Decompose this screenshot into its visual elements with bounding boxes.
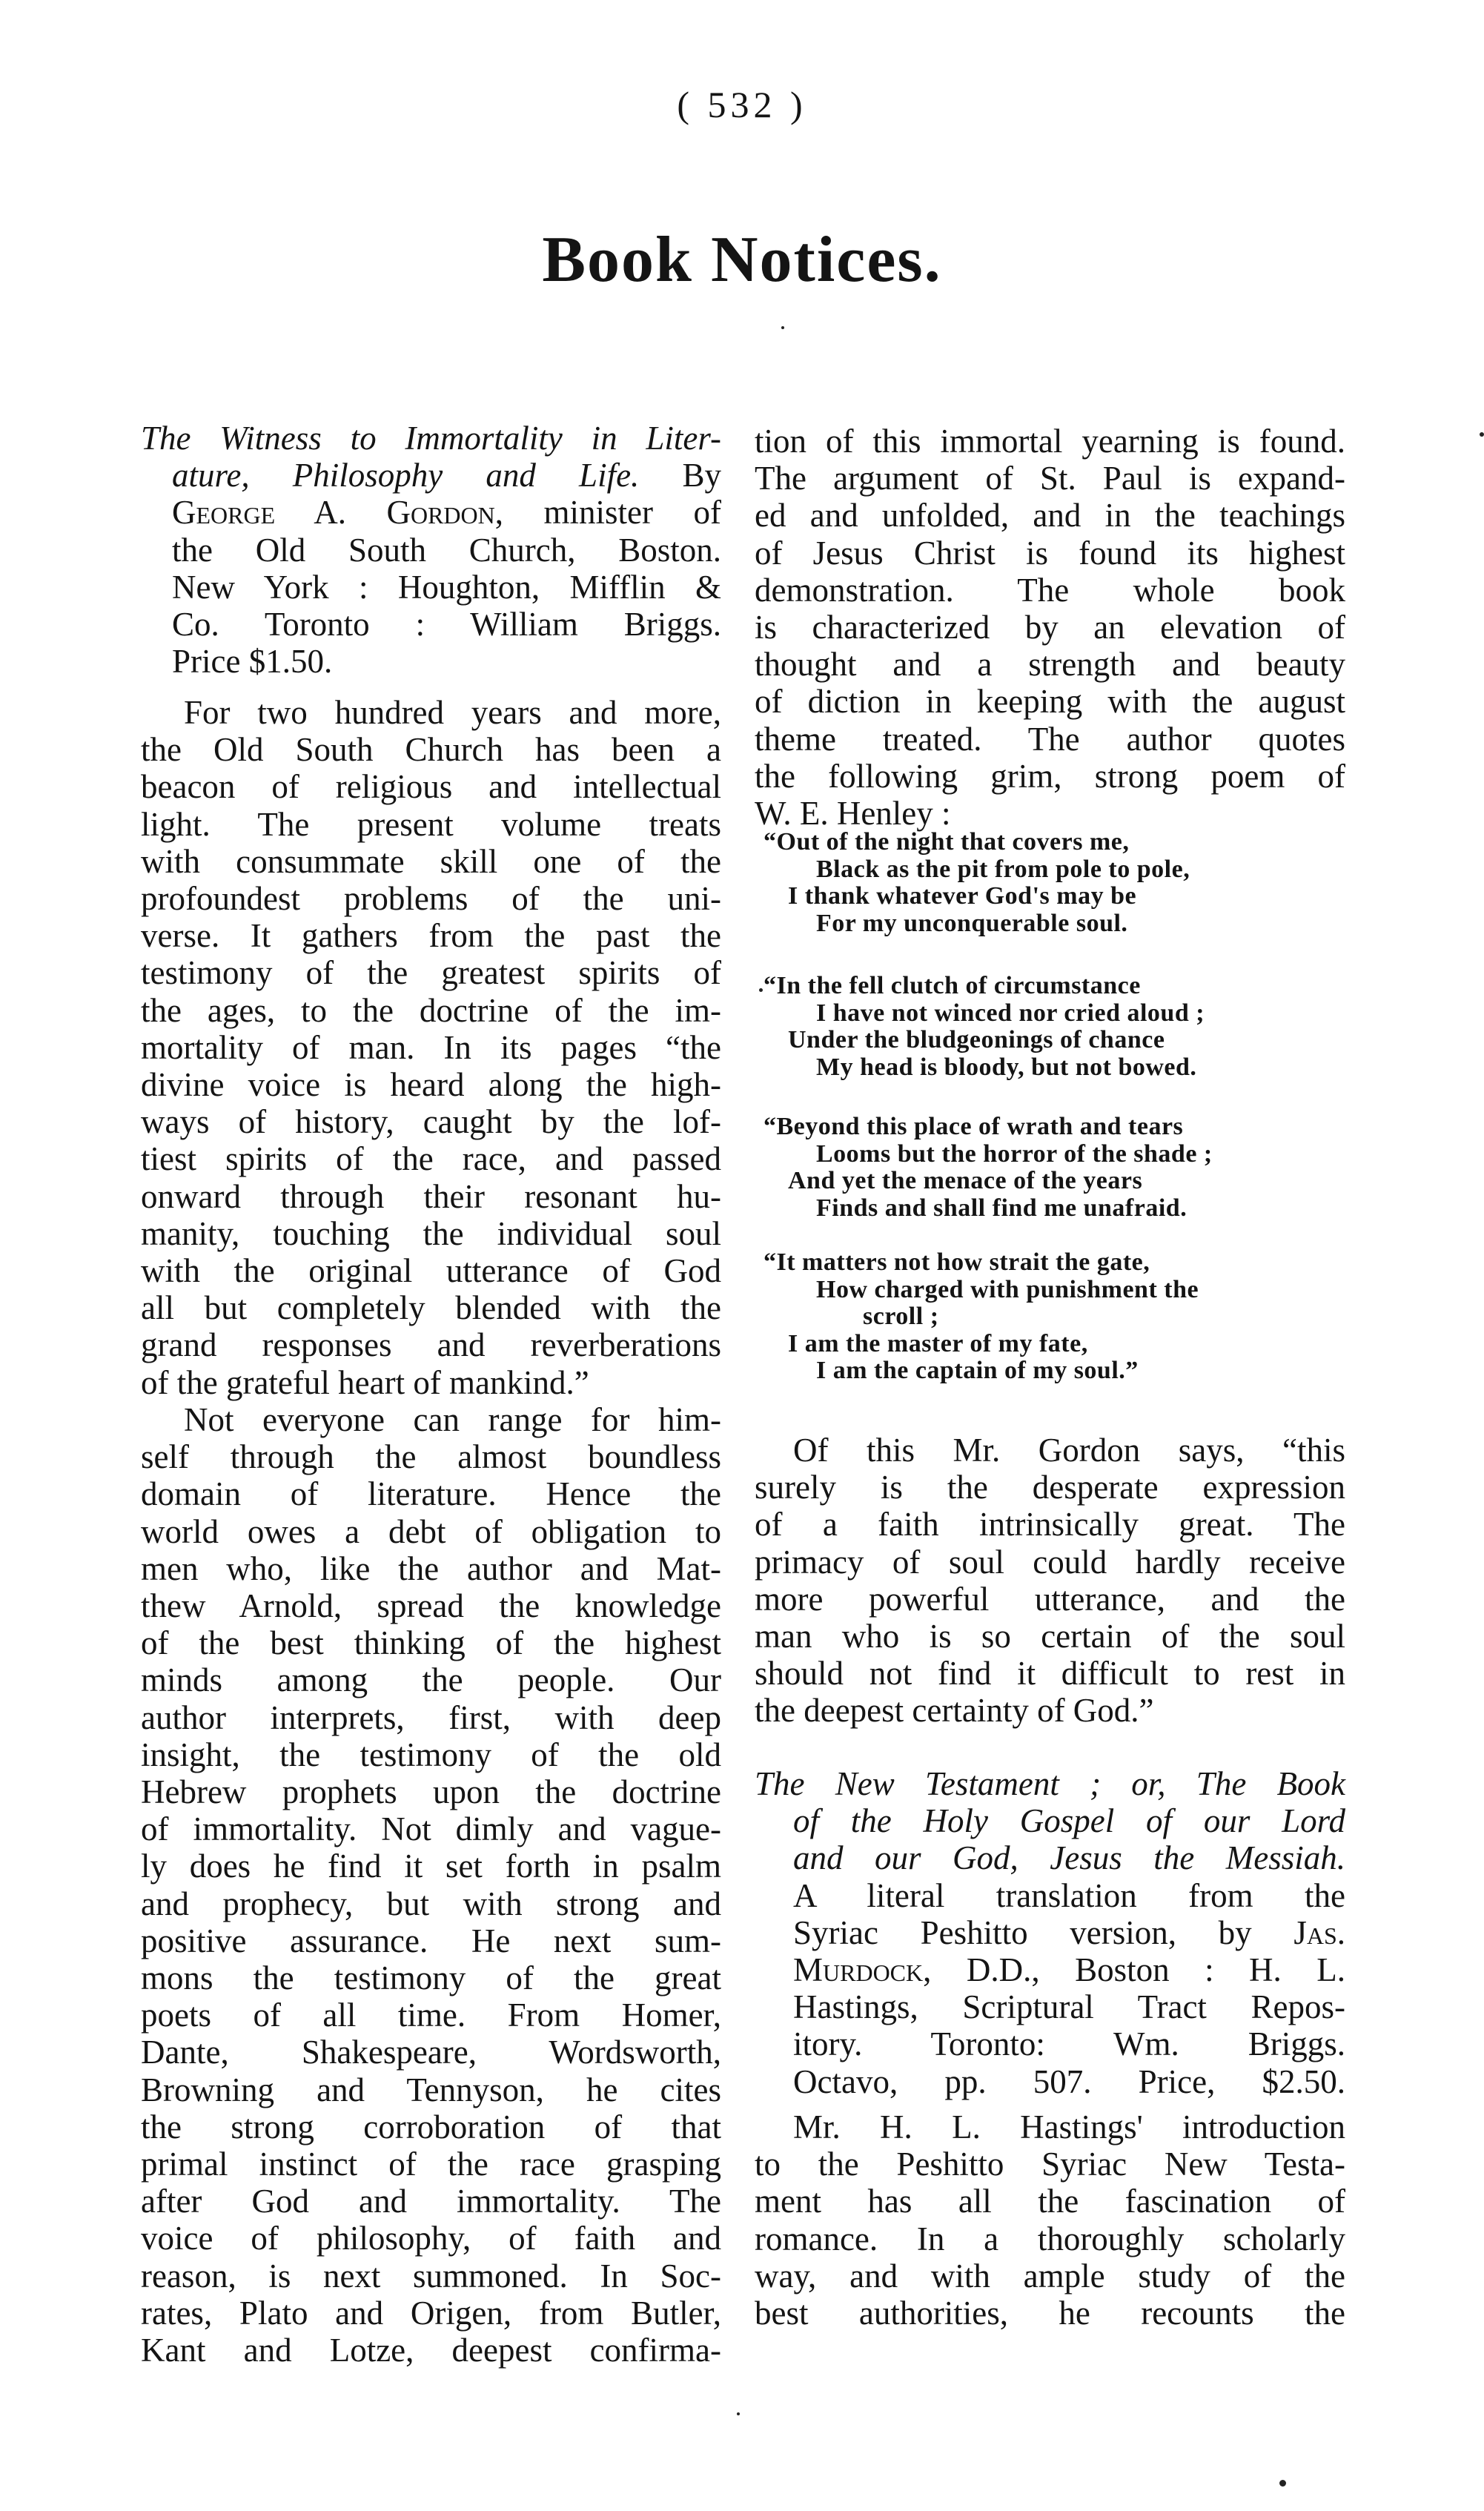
poem-line: “Beyond this place of wrath and tears <box>763 1113 1184 1140</box>
text-line: light. The present volume treats <box>141 805 721 843</box>
text-line: ly does he find it set forth in psalm <box>141 1847 721 1885</box>
text-line: the following grim, strong poem of <box>755 757 1345 795</box>
poem-stanza <box>763 1249 1357 1385</box>
author-name: Jas. <box>1293 1913 1345 1951</box>
review-paragraph <box>141 1401 721 2369</box>
poem-line: Looms but the horror of the shade ; <box>816 1139 1213 1168</box>
poem-line: How charged with punishment the <box>816 1275 1199 1303</box>
text-line: Of this Mr. Gordon says, “this <box>793 1432 1345 1469</box>
italic-title-text: ature, Philosophy and Life. <box>172 457 640 494</box>
text-line: Not everyone can range for him- <box>184 1401 721 1438</box>
text-line: Co. Toronto : William Briggs. <box>172 606 721 644</box>
text-line: primal instinct of the race grasping <box>141 2146 721 2183</box>
text-segment: , D.D., Boston : H. L. <box>923 1951 1345 1989</box>
text-line: itory. Toronto: Wm. Briggs. <box>793 2025 1345 2063</box>
text-line: and prophecy, but with strong and <box>141 1885 721 1922</box>
text-segment: By <box>639 457 721 494</box>
text-line: world owes a debt of obligation to <box>141 1512 721 1550</box>
text-line: the Old South Church has been a <box>141 731 721 769</box>
text-line: A literal translation from the <box>793 1876 1345 1914</box>
text-line: Price $1.50. <box>172 643 333 681</box>
print-speck <box>737 2412 740 2415</box>
poem-line: Under the bludgeonings of chance <box>788 1026 1165 1053</box>
text-line: the deepest certainty of God.” <box>755 1692 1154 1730</box>
poem-stanza <box>763 973 1357 1081</box>
text-line: divine voice is heard along the high- <box>141 1066 721 1104</box>
page-number: ( 532 ) <box>677 84 807 125</box>
text-line <box>755 1765 1345 1802</box>
text-line: self through the almost boundless <box>141 1438 721 1476</box>
text-line: For two hundred years and more, <box>184 694 721 731</box>
text-line: all but completely blended with the <box>141 1289 721 1327</box>
text-line: the Old South Church, Boston. <box>172 531 721 569</box>
text-line: of a faith intrinsically great. The <box>755 1506 1345 1544</box>
print-speck <box>1480 432 1484 437</box>
text-line: testimony of the greatest spirits of <box>141 954 721 992</box>
italic-title-text: and our God, Jesus the Messiah. <box>793 1839 1345 1877</box>
text-line: thew Arnold, spread the knowledge <box>141 1587 721 1625</box>
text-line: profoundest problems of the uni- <box>141 880 721 918</box>
review-paragraph <box>755 2108 1345 2332</box>
text-line: Hebrew prophets upon the doctrine <box>141 1773 721 1811</box>
text-line: poets of all time. From Homer, <box>141 1996 721 2034</box>
text-line: mortality of man. In its pages “the <box>141 1028 721 1066</box>
text-line: the strong corroboration of that <box>141 2108 721 2146</box>
text-line: man who is so certain of the soul <box>755 1618 1345 1655</box>
text-line: thought and a strength and beauty <box>755 646 1345 684</box>
book-citation-witness-to-immortality <box>141 420 721 680</box>
text-line <box>141 457 721 494</box>
text-line: surely is the desperate expression <box>755 1469 1345 1506</box>
text-line: The argument of St. Paul is expand- <box>755 460 1345 497</box>
poem-line: “In the fell clutch of circumstance <box>763 972 1141 999</box>
text-line: of the best thinking of the highest <box>141 1624 721 1662</box>
poem-line: And yet the menace of the years <box>788 1167 1143 1194</box>
poem-stanza <box>763 1114 1357 1222</box>
poem-line: “It matters not how strait the gate, <box>763 1248 1150 1276</box>
text-line: demonstration. The whole book <box>755 571 1345 609</box>
text-line: is characterized by an elevation of <box>755 609 1345 646</box>
text-segment: Syriac Peshitto version, by <box>793 1913 1294 1951</box>
text-line: after God and immortality. The <box>141 2183 721 2220</box>
italic-title-text: The New Testament ; or, The Book <box>755 1765 1345 1802</box>
text-line: positive assurance. He next sum- <box>141 1922 721 1959</box>
poem-line: I am the captain of my soul.” <box>816 1357 1139 1384</box>
poem-line: I thank whatever God's may be <box>788 882 1137 910</box>
text-line: should not find it difficult to rest in <box>755 1655 1345 1693</box>
text-line: with the original utterance of God <box>141 1252 721 1290</box>
author-name: Murdock <box>793 1951 924 1989</box>
text-line <box>755 1839 1345 1876</box>
text-line: mons the testimony of the great <box>141 1959 721 1997</box>
text-line: way, and with ample study of the <box>755 2257 1345 2295</box>
print-speck <box>781 326 784 329</box>
poem-line: Finds and shall find me unafraid. <box>816 1194 1187 1222</box>
text-line: of diction in keeping with the august <box>755 683 1345 721</box>
text-line: Kant and Lotze, deepest confirma- <box>141 2332 721 2369</box>
text-line: primacy of soul could hardly receive <box>755 1543 1345 1581</box>
review-paragraph <box>755 1432 1345 1730</box>
author-name: George A. Gordon <box>172 494 495 532</box>
poem-line: I have not winced nor cried aloud ; <box>816 999 1205 1027</box>
text-line: with consummate skill one of the <box>141 842 721 880</box>
poem-line: For my unconquerable soul. <box>816 909 1128 937</box>
text-line: more powerful utterance, and the <box>755 1580 1345 1618</box>
text-line: Dante, Shakespeare, Wordsworth, <box>141 2034 721 2071</box>
text-line: of the grateful heart of mankind.” <box>141 1363 589 1401</box>
italic-title-text: The Witness to Immortality in Liter- <box>141 420 721 457</box>
text-line: voice of philosophy, of faith and <box>141 2220 721 2257</box>
text-line: tion of this immortal yearning is found. <box>755 423 1345 460</box>
text-line: author interprets, first, with deep <box>141 1698 721 1736</box>
text-line: of Jesus Christ is found its highest <box>755 534 1345 572</box>
text-line <box>141 494 721 531</box>
italic-title-text: of the Holy Gospel of our Lord <box>793 1802 1345 1840</box>
text-line <box>755 1914 1345 1951</box>
text-line: W. E. Henley : <box>755 795 951 833</box>
text-line: reason, is next summoned. In Soc- <box>141 2257 721 2295</box>
text-line: the ages, to the doctrine of the im- <box>141 991 721 1029</box>
poem-line: “Out of the night that covers me, <box>763 828 1130 856</box>
text-line: minds among the people. Our <box>141 1661 721 1699</box>
book-citation-new-testament <box>755 1765 1345 2100</box>
text-line: to the Peshitto Syriac New Testa- <box>755 2146 1345 2183</box>
text-line: ways of history, caught by the lof- <box>141 1103 721 1141</box>
text-line: beacon of religious and intellectual <box>141 768 721 806</box>
text-line: best authorities, he recounts the <box>755 2295 1345 2332</box>
text-line: grand responses and reverberations <box>141 1326 721 1364</box>
print-speck <box>1279 2480 1286 2487</box>
section-title: Book Notices. <box>542 224 942 296</box>
text-line: theme treated. The author quotes <box>755 720 1345 758</box>
poem-line: My head is bloody, but not bowed. <box>816 1053 1197 1081</box>
text-line: insight, the testimony of the old <box>141 1736 721 1773</box>
text-line: Octavo, pp. 507. Price, $2.50. <box>793 2062 1345 2100</box>
text-line: men who, like the author and Mat- <box>141 1549 721 1587</box>
text-line: tiest spirits of the race, and passed <box>141 1140 721 1178</box>
text-line: romance. In a thoroughly scholarly <box>755 2220 1345 2257</box>
poem-line: scroll ; <box>863 1303 939 1330</box>
print-speck <box>759 988 763 992</box>
review-paragraph <box>755 423 1345 832</box>
text-segment: , minister of <box>494 494 722 532</box>
text-line <box>755 1802 1345 1839</box>
text-line: domain of literature. Hence the <box>141 1475 721 1513</box>
poem-line: I am the master of my fate, <box>788 1329 1088 1357</box>
text-line: Browning and Tennyson, he cites <box>141 2071 721 2108</box>
text-line: New York : Houghton, Mifflin & <box>172 568 721 606</box>
poem-line: Black as the pit from pole to pole, <box>816 855 1190 883</box>
text-line <box>141 420 721 457</box>
poem-stanza <box>763 829 1357 937</box>
review-paragraph <box>141 694 721 1401</box>
text-line <box>755 1951 1345 1988</box>
text-line: ed and unfolded, and in the teachings <box>755 497 1345 535</box>
text-line: Hastings, Scriptural Tract Repos- <box>793 1988 1345 2026</box>
text-line: verse. It gathers from the past the <box>141 917 721 955</box>
text-line: manity, touching the individual soul <box>141 1214 721 1252</box>
text-line: of immortality. Not dimly and vague- <box>141 1810 721 1848</box>
text-line: ment has all the fascination of <box>755 2183 1345 2220</box>
text-line: rates, Plato and Origen, from Butler, <box>141 2294 721 2332</box>
text-line: Mr. H. L. Hastings' introduction <box>793 2108 1345 2146</box>
text-line: onward through their resonant hu- <box>141 1177 721 1215</box>
